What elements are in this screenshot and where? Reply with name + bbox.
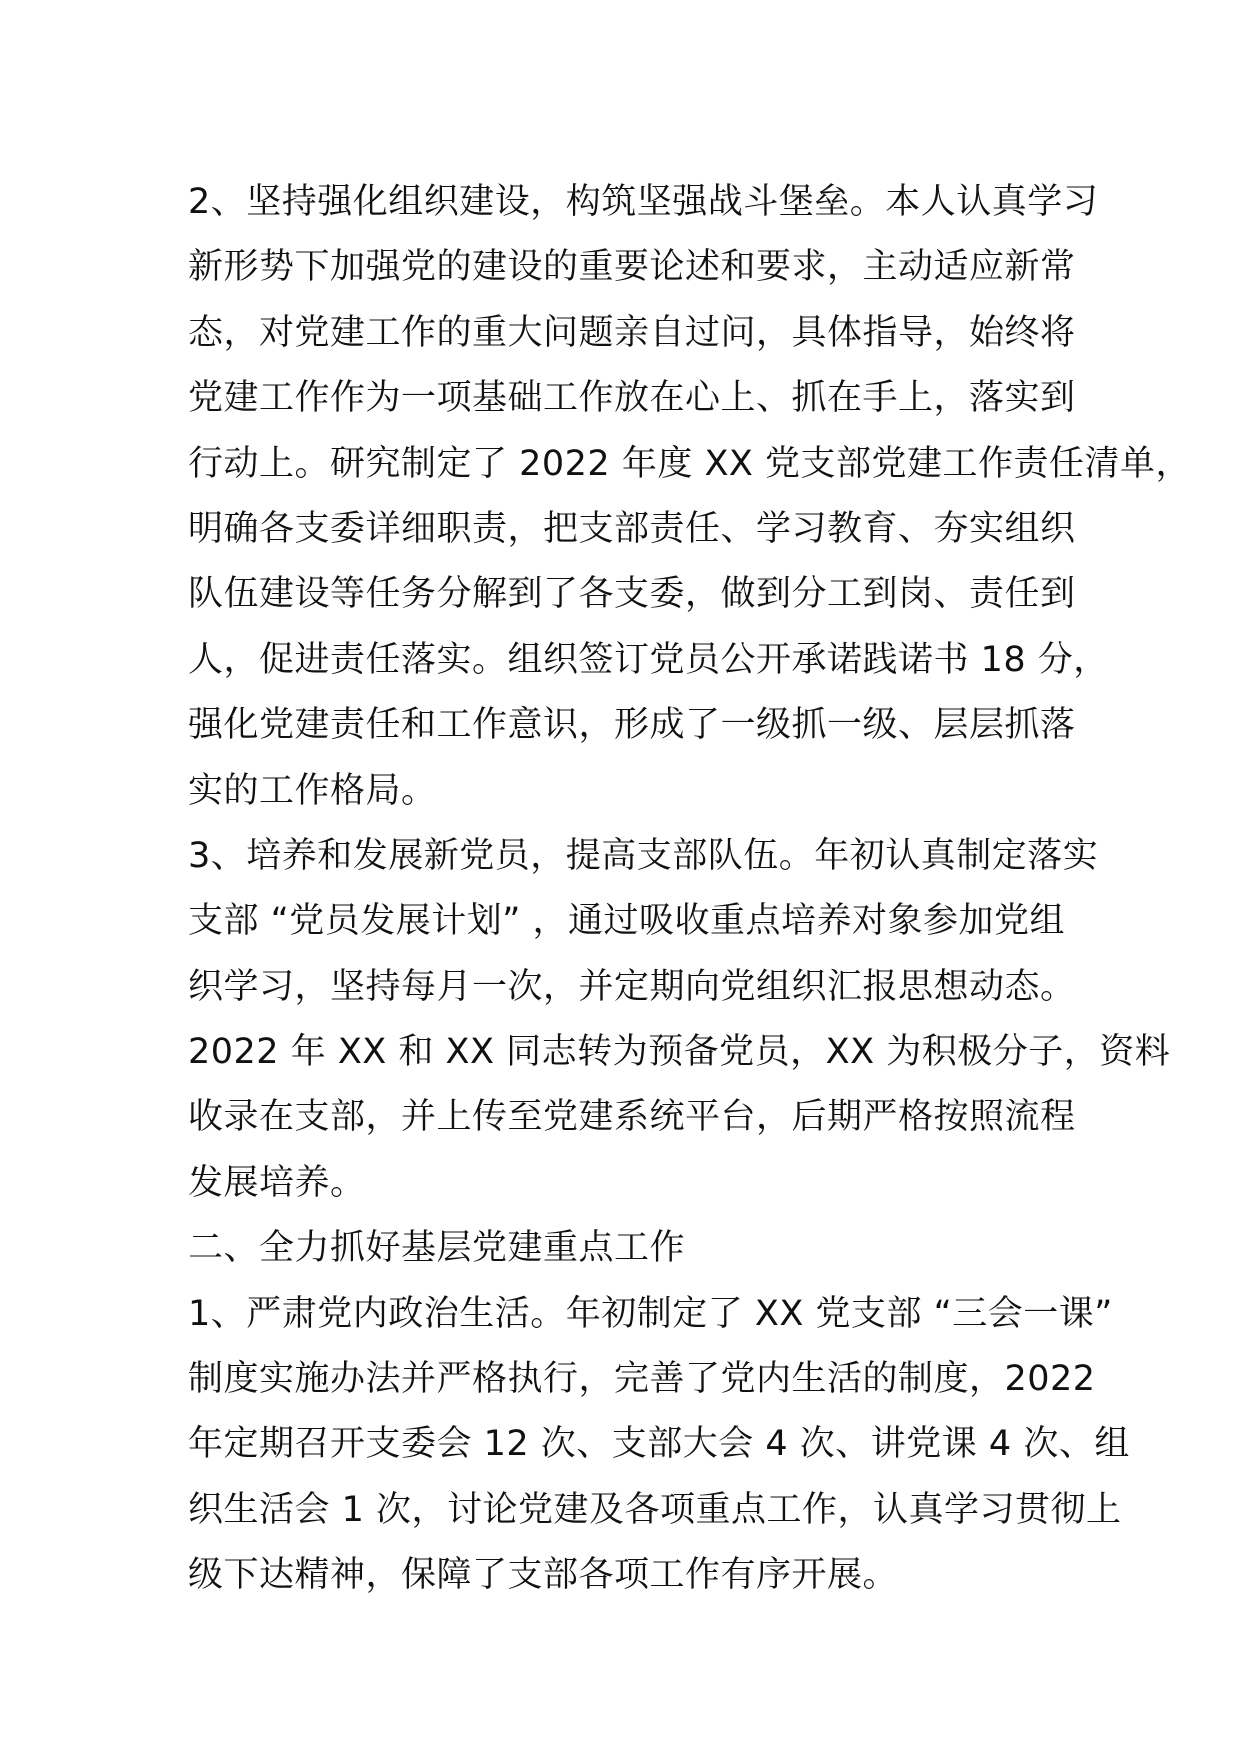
document-body <box>188 170 1192 1609</box>
section-heading: 二、全力抓好基层党建重点工作 <box>188 1228 686 1269</box>
text-line: 收录在支部，并上传至党建系统平台，后期严格按照流程 <box>188 1097 1076 1138</box>
text-line: 1、严肃党内政治生活。年初制定了 XX 党支部 “三会一课” <box>188 1293 1113 1334</box>
text-line: 织生活会 1 次，讨论党建及各项重点工作，认真学习贯彻上 <box>188 1489 1122 1530</box>
text-line: 人，促进责任落实。组织签订党员公开承诺践诺书 18 分， <box>188 639 1109 680</box>
text-line: 3、培养和发展新党员，提高支部队伍。年初认真制定落实 <box>188 835 1099 876</box>
text-line: 态，对党建工作的重大问题亲自过问，具体指导，始终将 <box>188 312 1076 353</box>
text-line: 级下达精神，保障了支部各项工作有序开展。 <box>188 1555 899 1596</box>
text-line: 支部 “党员发展计划” ，通过吸收重点培养对象参加党组 <box>188 901 1066 942</box>
text-line: 强化党建责任和工作意识，形成了一级抓一级、层层抓落 <box>188 705 1076 746</box>
text-line: 新形势下加强党的建设的重要论述和要求，主动适应新常 <box>188 247 1076 288</box>
text-line: 实的工作格局。 <box>188 770 437 811</box>
text-line: 制度实施办法并严格执行，完善了党内生活的制度，2022 <box>188 1359 1096 1400</box>
text-line: 2022 年 XX 和 XX 同志转为预备党员，XX 为积极分子，资料 <box>188 1032 1171 1073</box>
text-line: 2、坚持强化组织建设，构筑坚强战斗堡垒。本人认真学习 <box>188 182 1099 222</box>
text-line: 织学习，坚持每月一次，并定期向党组织汇报思想动态。 <box>188 966 1076 1007</box>
text-line: 行动上。研究制定了 2022 年度 XX 党支部党建工作责任清单， <box>188 443 1192 484</box>
text-line: 发展培养。 <box>188 1162 366 1203</box>
text-line: 明确各支委详细职责，把支部责任、学习教育、夯实组织 <box>188 508 1076 549</box>
text-line: 年定期召开支委会 12 次、支部大会 4 次、讲党课 4 次、组 <box>188 1424 1130 1465</box>
text-line: 队伍建设等任务分解到了各支委，做到分工到岗、责任到 <box>188 574 1076 615</box>
text-line: 党建工作作为一项基础工作放在心上、抓在手上，落实到 <box>188 378 1076 419</box>
